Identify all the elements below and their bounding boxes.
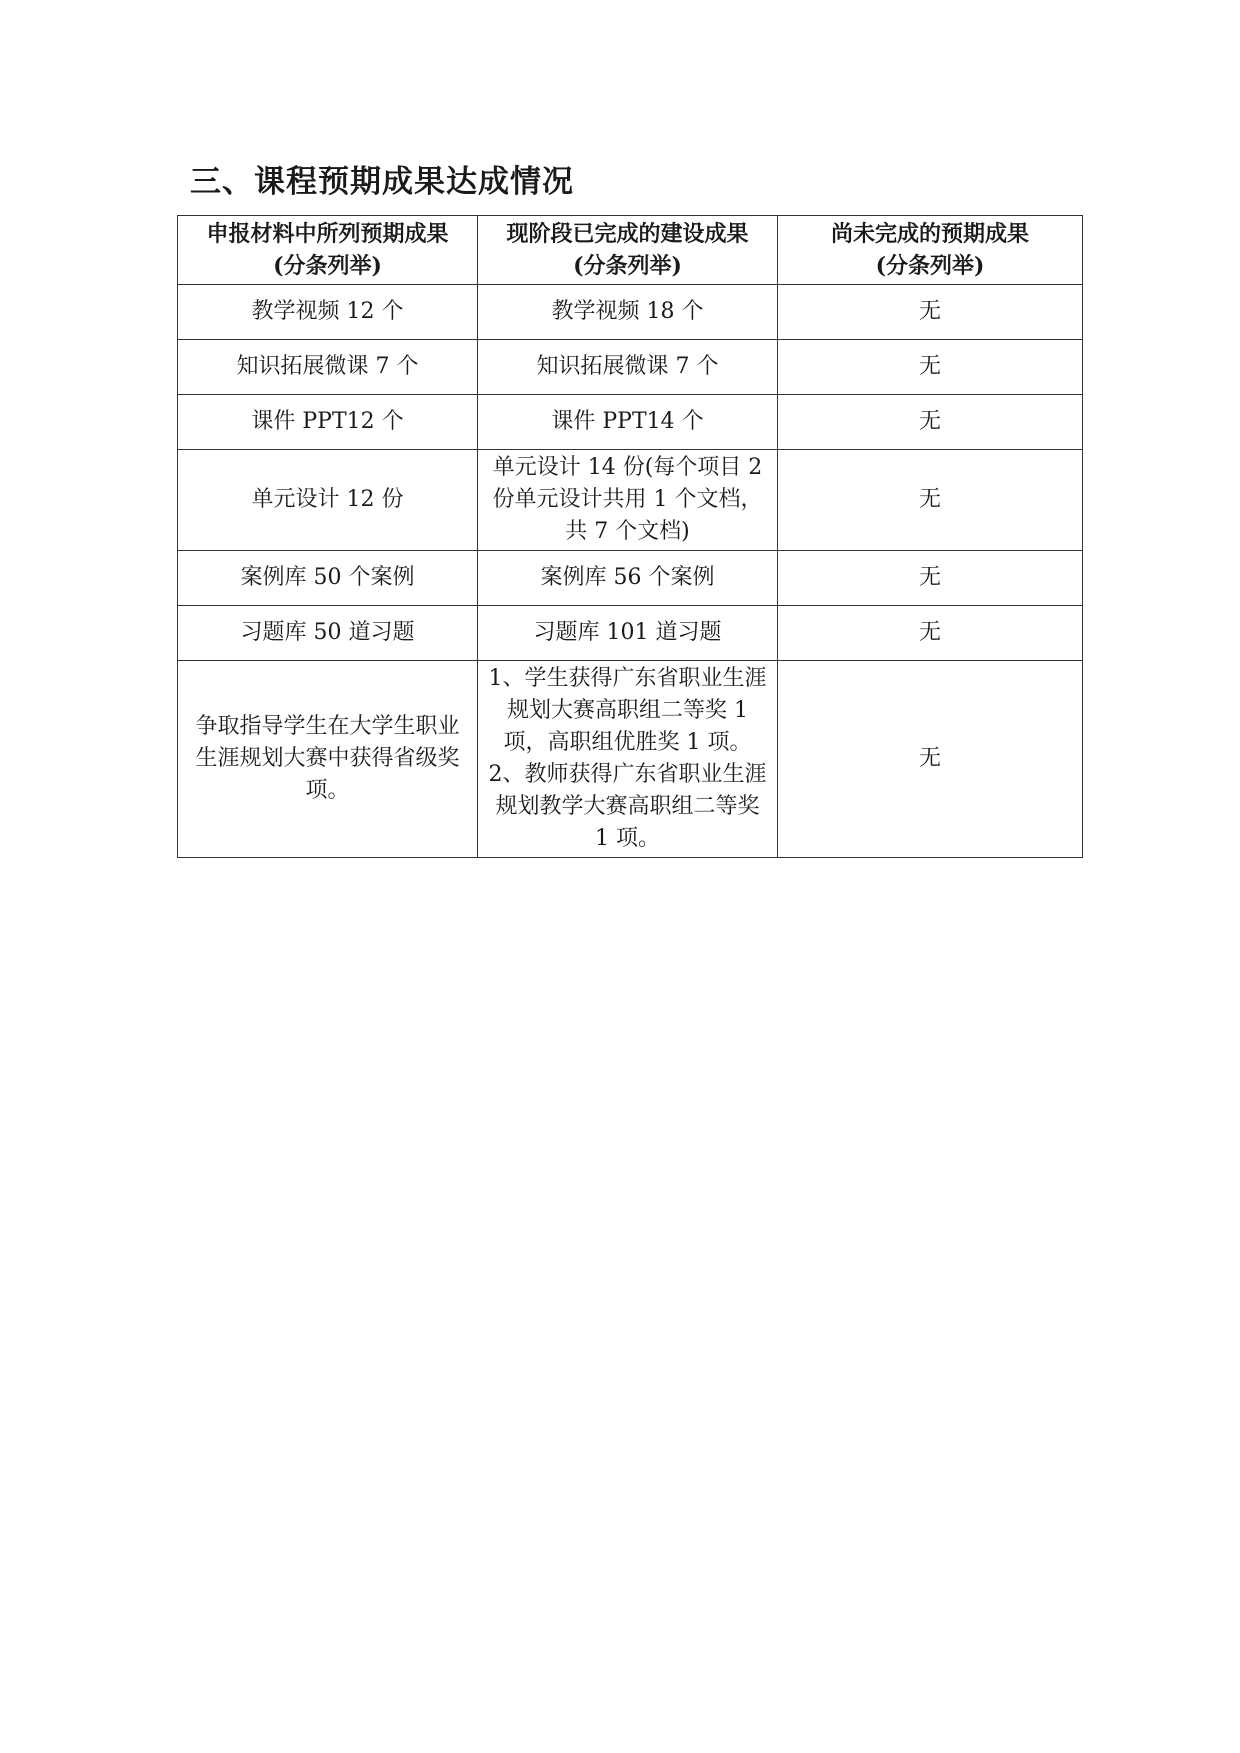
completed-item-2: 2、教师获得广东省职业生涯规划教学大赛高职组二等奖 1 项。 — [488, 762, 767, 851]
cell-pending: 无 — [778, 551, 1083, 606]
header-completed-results — [478, 216, 778, 285]
section-title: 三、课程预期成果达成情况 — [190, 164, 574, 200]
table-row — [178, 340, 1083, 395]
cell-planned: 课件 PPT12 个 — [178, 395, 478, 450]
table-row — [178, 395, 1083, 450]
cell-completed: 教学视频 18 个 — [478, 285, 778, 340]
cell-pending: 无 — [778, 340, 1083, 395]
header-pending-title: 尚未完成的预期成果 — [830, 221, 1029, 247]
cell-completed: 单元设计 14 份(每个项目 2 份单元设计共用 1 个文档，共 7 个文档) — [478, 450, 778, 551]
cell-pending: 无 — [778, 606, 1083, 661]
table-header-row — [178, 216, 1083, 285]
expected-results-table — [177, 215, 1083, 858]
cell-pending: 无 — [778, 450, 1083, 551]
header-planned-note: (分条列举) — [273, 253, 382, 279]
table-row — [178, 606, 1083, 661]
header-completed-title: 现阶段已完成的建设成果 — [506, 221, 749, 247]
cell-completed: 习题库 101 道习题 — [478, 606, 778, 661]
cell-planned: 知识拓展微课 7 个 — [178, 340, 478, 395]
header-pending-note: (分条列举) — [875, 253, 985, 279]
cell-planned: 教学视频 12 个 — [178, 285, 478, 340]
table-row — [178, 450, 1083, 551]
cell-pending: 无 — [778, 395, 1083, 450]
table-row — [178, 551, 1083, 606]
header-completed-note: (分条列举) — [573, 253, 682, 279]
header-pending-results — [778, 216, 1083, 285]
cell-planned: 争取指导学生在大学生职业生涯规划大赛中获得省级奖项。 — [178, 661, 478, 858]
header-planned-title: 申报材料中所列预期成果 — [206, 221, 449, 247]
cell-completed: 知识拓展微课 7 个 — [478, 340, 778, 395]
cell-completed: 案例库 56 个案例 — [478, 551, 778, 606]
cell-pending: 无 — [778, 285, 1083, 340]
completed-item-1: 1、学生获得广东省职业生涯规划大赛高职组二等奖 1 项，高职组优胜奖 1 项。 — [488, 666, 767, 755]
header-planned-results — [178, 216, 478, 285]
cell-completed: 课件 PPT14 个 — [478, 395, 778, 450]
cell-completed — [478, 661, 778, 858]
cell-planned: 案例库 50 个案例 — [178, 551, 478, 606]
cell-planned: 单元设计 12 份 — [178, 450, 478, 551]
cell-planned: 习题库 50 道习题 — [178, 606, 478, 661]
table-row — [178, 661, 1083, 858]
table-row — [178, 285, 1083, 340]
cell-pending: 无 — [778, 661, 1083, 858]
